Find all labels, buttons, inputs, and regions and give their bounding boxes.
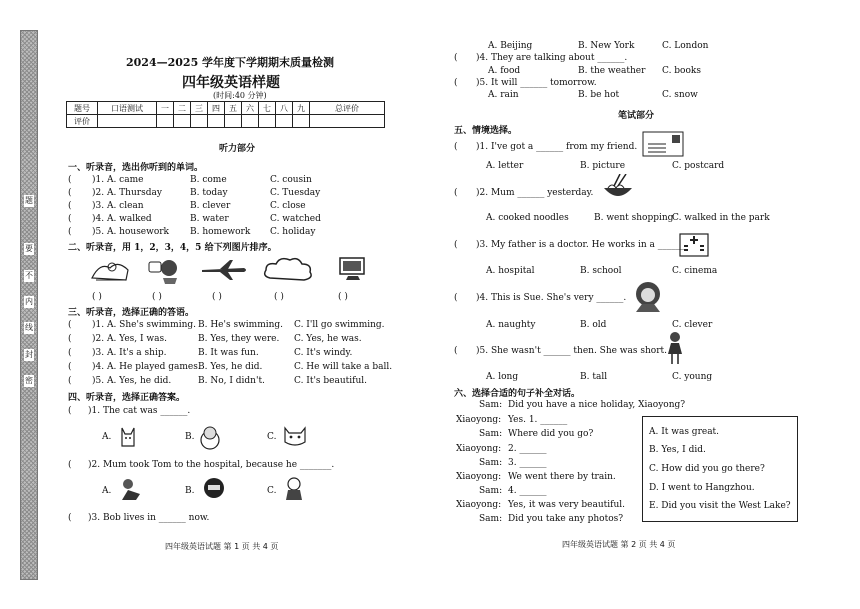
score-cell[interactable] <box>310 115 385 128</box>
q1-item: )2. A. Thursday <box>92 188 162 198</box>
sick-child-icon <box>118 476 144 502</box>
q1-opt-c: C. cousin <box>270 175 312 185</box>
option-c: C. <box>267 432 277 442</box>
score-cell[interactable] <box>191 115 208 128</box>
airplane-icon <box>200 258 250 282</box>
q1-item: )5. A. housework <box>92 227 170 237</box>
dialogue-line[interactable]: 2. ______ <box>508 444 547 454</box>
q3-item: )1. A. She's swimming. <box>92 320 196 330</box>
header-cell: 七 <box>259 102 276 115</box>
option-c: C. London <box>662 41 709 51</box>
speaker-xiaoyong: Xiaoyong: <box>456 500 502 510</box>
option-a: A. cooked noodles <box>486 213 569 223</box>
child-reading-icon <box>145 256 185 284</box>
q2-heading: 二、听录音，用 1，2，3，4，5 给下列图片排序。 <box>68 243 277 253</box>
section-written: 笔试部分 <box>618 111 655 121</box>
option-c: C. walked in the park <box>672 213 770 223</box>
s5-question: )3. My father is a doctor. He works in a ______. <box>476 240 688 250</box>
header-cell: 四 <box>208 102 225 115</box>
speaker-xiaoyong: Xiaoyong: <box>456 415 502 425</box>
exam-time: (时间:40 分钟) <box>213 91 267 100</box>
q3-opt-b: B. Yes, he did. <box>198 362 263 372</box>
option-b: B. be hot <box>578 90 620 100</box>
option-b: B. went shopping <box>594 213 674 223</box>
speaker-xiaoyong: Xiaoyong: <box>456 472 502 482</box>
seal-char: 内 <box>25 297 33 306</box>
option-c: C. <box>267 486 277 496</box>
q3-opt-b: B. Yes, they were. <box>198 334 280 344</box>
order-blank[interactable]: ( ) <box>274 292 284 302</box>
dialogue-line[interactable]: 4. ______ <box>508 486 547 496</box>
postcard-icon <box>642 130 684 158</box>
order-blank[interactable]: ( ) <box>212 292 222 302</box>
score-cell[interactable] <box>208 115 225 128</box>
seal-char: 不 <box>25 271 33 280</box>
score-cell[interactable] <box>276 115 293 128</box>
option-c: C. cinema <box>672 266 718 276</box>
q3-opt-b: B. He's swimming. <box>198 320 284 330</box>
header-cell: 三 <box>191 102 208 115</box>
answer-option: D. I went to Hangzhou. <box>649 483 755 493</box>
score-cell[interactable] <box>225 115 242 128</box>
q3-item: )5. A. Yes, he did. <box>92 376 172 386</box>
dialogue-line[interactable]: Yes. 1. ______ <box>508 415 568 425</box>
q1-opt-c: C. watched <box>270 214 321 224</box>
option-b: B. the weather <box>578 66 646 76</box>
header-cell: 二 <box>174 102 191 115</box>
option-a: A. food <box>488 66 521 76</box>
option-a: A. Beijing <box>488 41 533 51</box>
speaker-sam: Sam: <box>479 400 503 410</box>
dialogue-line: Did you have a nice holiday, Xiaoyong? <box>508 400 686 410</box>
header-cell: 九 <box>293 102 310 115</box>
option-c: C. clever <box>672 320 713 330</box>
s5-heading: 五、情境选择。 <box>454 126 518 136</box>
option-b: B. school <box>580 266 622 276</box>
page-footer: 四年级英语试题 第 2 页 共 4 页 <box>562 540 676 549</box>
option-b: B. picture <box>580 161 626 171</box>
score-cell[interactable] <box>174 115 191 128</box>
answer-option: C. How did you go there? <box>649 464 765 474</box>
option-c: C. young <box>672 372 713 382</box>
cat-icon <box>118 424 138 450</box>
q1-opt-b: B. homework <box>190 227 251 237</box>
option-a: A. <box>102 486 112 496</box>
q1-opt-c: C. holiday <box>270 227 316 237</box>
q3-opt-c: C. It's beautiful. <box>294 376 368 386</box>
short-girl-icon <box>664 330 686 366</box>
speaker-sam: Sam: <box>479 429 503 439</box>
boy-icon <box>282 476 306 502</box>
score-cell[interactable] <box>98 115 157 128</box>
q1-item: )4. A. walked <box>92 214 152 224</box>
q1-heading: 一、听录音，选出你听到的单词。 <box>68 163 204 173</box>
s6-heading: 六、选择合适的句子补全对话。 <box>454 389 581 399</box>
q3-opt-b: B. It was fun. <box>198 348 259 358</box>
hospital-icon <box>676 228 712 258</box>
option-b: B. <box>185 432 195 442</box>
q3-item: )4. A. He played games. <box>92 362 201 372</box>
s5-question: )4. This is Sue. She's very ______. <box>476 293 627 303</box>
dialogue-line[interactable]: 3. ______ <box>508 458 547 468</box>
score-cell[interactable] <box>242 115 259 128</box>
q1-opt-b: B. today <box>190 188 228 198</box>
q3-item: )2. A. Yes, I was. <box>92 334 167 344</box>
speaker-sam: Sam: <box>479 458 503 468</box>
option-b: B. <box>185 486 195 496</box>
option-a: A. <box>102 432 112 442</box>
headache-icon <box>202 476 226 502</box>
q4-question: )1. The cat was ______. <box>88 406 191 416</box>
order-blank[interactable]: ( ) <box>92 292 102 302</box>
speaker-sam: Sam: <box>479 514 503 524</box>
q1-opt-b: B. clever <box>190 201 231 211</box>
option-c: C. books <box>662 66 701 76</box>
header-cell: 六 <box>242 102 259 115</box>
seal-char: 题 <box>25 196 33 205</box>
q3-opt-c: C. He will take a ball. <box>294 362 393 372</box>
fat-cat-icon <box>198 424 222 450</box>
seal-char: 线 <box>25 323 33 332</box>
answer-option: A. It was great. <box>649 427 720 437</box>
dialogue-line: Yes, it was very beautiful. <box>508 500 625 510</box>
option-a: A. hospital <box>486 266 535 276</box>
cat-face-icon <box>282 424 308 448</box>
listening-question: )4. They are talking about ______. <box>476 53 628 63</box>
exam-title: 2024—2025 学年度下学期期末质量检测 <box>126 56 335 69</box>
score-cell[interactable] <box>293 115 310 128</box>
q3-opt-c: C. I'll go swimming. <box>294 320 385 330</box>
noodles-icon <box>600 174 636 206</box>
seal-char: 要 <box>25 244 33 253</box>
exam-subtitle: 四年级英语样题 <box>182 75 280 91</box>
dialogue-line: Did you take any photos? <box>508 514 624 524</box>
option-c: C. postcard <box>672 161 725 171</box>
option-a: A. naughty <box>486 320 536 330</box>
score-table <box>66 101 385 128</box>
option-b: B. tall <box>580 372 608 382</box>
order-blank[interactable]: ( ) <box>152 292 162 302</box>
q4-question: )2. Mum took Tom to the hospital, because he _______. <box>88 460 335 470</box>
s5-question: )1. I've got a ______ from my friend. <box>476 142 638 152</box>
option-b: B. New York <box>578 41 635 51</box>
answer-options-box <box>642 416 798 522</box>
header-cell: 口语测试 <box>98 102 157 115</box>
header-cell: 八 <box>276 102 293 115</box>
option-a: A. rain <box>488 90 519 100</box>
listening-question: )5. It will ______ tomorrow. <box>476 78 597 88</box>
q3-item: )3. A. It's a ship. <box>92 348 167 358</box>
q1-item: )1. A. came <box>92 175 144 185</box>
s5-question: )2. Mum ______ yesterday. <box>476 188 594 198</box>
q3-heading: 三、听录音，选择正确的答语。 <box>68 308 195 318</box>
score-table-row <box>67 115 385 128</box>
header-cell: 五 <box>225 102 242 115</box>
header-cell: 总评价 <box>310 102 385 115</box>
q3-opt-c: C. It's windy. <box>294 348 353 358</box>
order-blank[interactable]: ( ) <box>338 292 348 302</box>
score-cell[interactable] <box>259 115 276 128</box>
option-a: A. letter <box>486 161 524 171</box>
answer-option: E. Did you visit the West Lake? <box>649 501 791 511</box>
q4-question: )3. Bob lives in ______ now. <box>88 513 210 523</box>
page-footer: 四年级英语试题 第 1 页 共 4 页 <box>165 542 279 551</box>
seal-char: 封 <box>25 350 33 359</box>
row-label: 评价 <box>67 115 98 128</box>
seal-char: 密 <box>25 376 33 385</box>
dialogue-line: We went there by train. <box>508 472 616 482</box>
q1-opt-c: C. Tuesday <box>270 188 321 198</box>
speaker-sam: Sam: <box>479 486 503 496</box>
computer-icon <box>336 256 370 284</box>
q3-opt-b: B. No, I didn't. <box>198 376 265 386</box>
speaker-xiaoyong: Xiaoyong: <box>456 444 502 454</box>
option-b: B. old <box>580 320 607 330</box>
header-cell: 一 <box>157 102 174 115</box>
q1-opt-c: C. close <box>270 201 306 211</box>
dialogue-line: Where did you go? <box>508 429 594 439</box>
girl-icon <box>630 280 666 314</box>
answer-option: B. Yes, I did. <box>649 445 706 455</box>
cloud-icon <box>262 256 314 284</box>
option-a: A. long <box>486 372 519 382</box>
q3-opt-c: C. Yes, he was. <box>294 334 362 344</box>
q1-opt-b: B. come <box>190 175 227 185</box>
q1-opt-b: B. water <box>190 214 229 224</box>
clean-room-icon <box>88 256 132 284</box>
score-cell[interactable] <box>157 115 174 128</box>
header-cell: 题号 <box>67 102 98 115</box>
section-listening: 听力部分 <box>219 144 256 154</box>
q1-item: )3. A. clean <box>92 201 144 211</box>
q4-heading: 四、听录音，选择正确答案。 <box>68 393 186 403</box>
option-c: C. snow <box>662 90 698 100</box>
score-table-header <box>67 102 385 115</box>
s5-question: )5. She wasn't ______ then. She was short. <box>476 346 667 356</box>
